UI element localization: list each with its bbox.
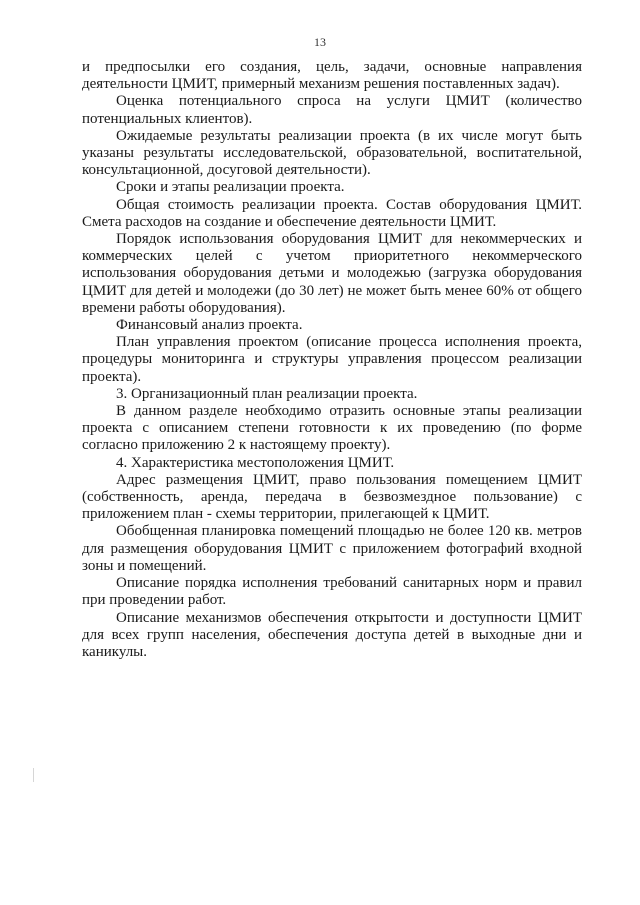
- scan-edge-mark: [33, 768, 34, 782]
- paragraph-sanitary-norms: Описание порядка исполнения требований санитарных норм и правил при проведении работ.: [82, 575, 582, 609]
- document-body: [82, 59, 582, 661]
- paragraph-floor-plan: Обобщенная планировка помещений площадью не более 120 кв. метров для размещения оборудования ЦМИТ с приложением фотографий входной зоны и помещений.: [82, 523, 582, 574]
- paragraph-expected-results: Ожидаемые результаты реализации проекта (в их числе могут быть указаны результаты исследовательской, образовательной, воспитательной, консультационной, досуговой деятельности).: [82, 127, 582, 179]
- paragraph-accessibility: Описание механизмов обеспечения открытости и доступности ЦМИТ для всех групп населения, обеспечения доступа детей в выходные дни и каникулы.: [82, 609, 582, 660]
- section-heading-location: 4. Характеристика местоположения ЦМИТ.: [116, 454, 395, 471]
- page-number: 13: [314, 35, 326, 49]
- paragraph-management-plan: План управления проектом (описание процесса исполнения проекта, процедуры мониторинга и структуры управления процессом реализации проекта).: [82, 334, 582, 385]
- paragraph-financial-analysis: Финансовый анализ проекта.: [116, 317, 303, 334]
- paragraph-demand-assessment: Оценка потенциального спроса на услуги ЦМИТ (количество потенциальных клиентов).: [82, 93, 582, 127]
- paragraph-timeline: Сроки и этапы реализации проекта.: [116, 179, 345, 196]
- paragraph-total-cost: Общая стоимость реализации проекта. Состав оборудования ЦМИТ. Смета расходов на создание и обеспечение деятельности ЦМИТ.: [82, 196, 582, 230]
- paragraph-project-background: и предпосылки его создания, цель, задачи, основные направления деятельности ЦМИТ, примерный механизм решения поставленных задач).: [82, 59, 582, 93]
- section-heading-organizational-plan: 3. Организационный план реализации проекта.: [116, 385, 418, 402]
- paragraph-equipment-usage: Порядок использования оборудования ЦМИТ для некоммерческих и коммерческих целей с учетом приоритетного некоммерческого использования оборудования детьми и молодежью (загрузка оборудования ЦМИТ для детей и молодежи (до 30 лет) не может быть менее 60% от общего времени работы оборудования).: [82, 231, 582, 316]
- paragraph-address: Адрес размещения ЦМИТ, право пользования помещением ЦМИТ (собственность, аренда, передача в безвозмездное пользование) с приложением план - схемы территории, прилегающей к ЦМИТ.: [82, 471, 582, 523]
- paragraph-organizational-stages: В данном разделе необходимо отразить основные этапы реализации проекта с описанием степени готовности к их проведению (по форме согласно приложению 2 к настоящему проекту).: [82, 403, 582, 454]
